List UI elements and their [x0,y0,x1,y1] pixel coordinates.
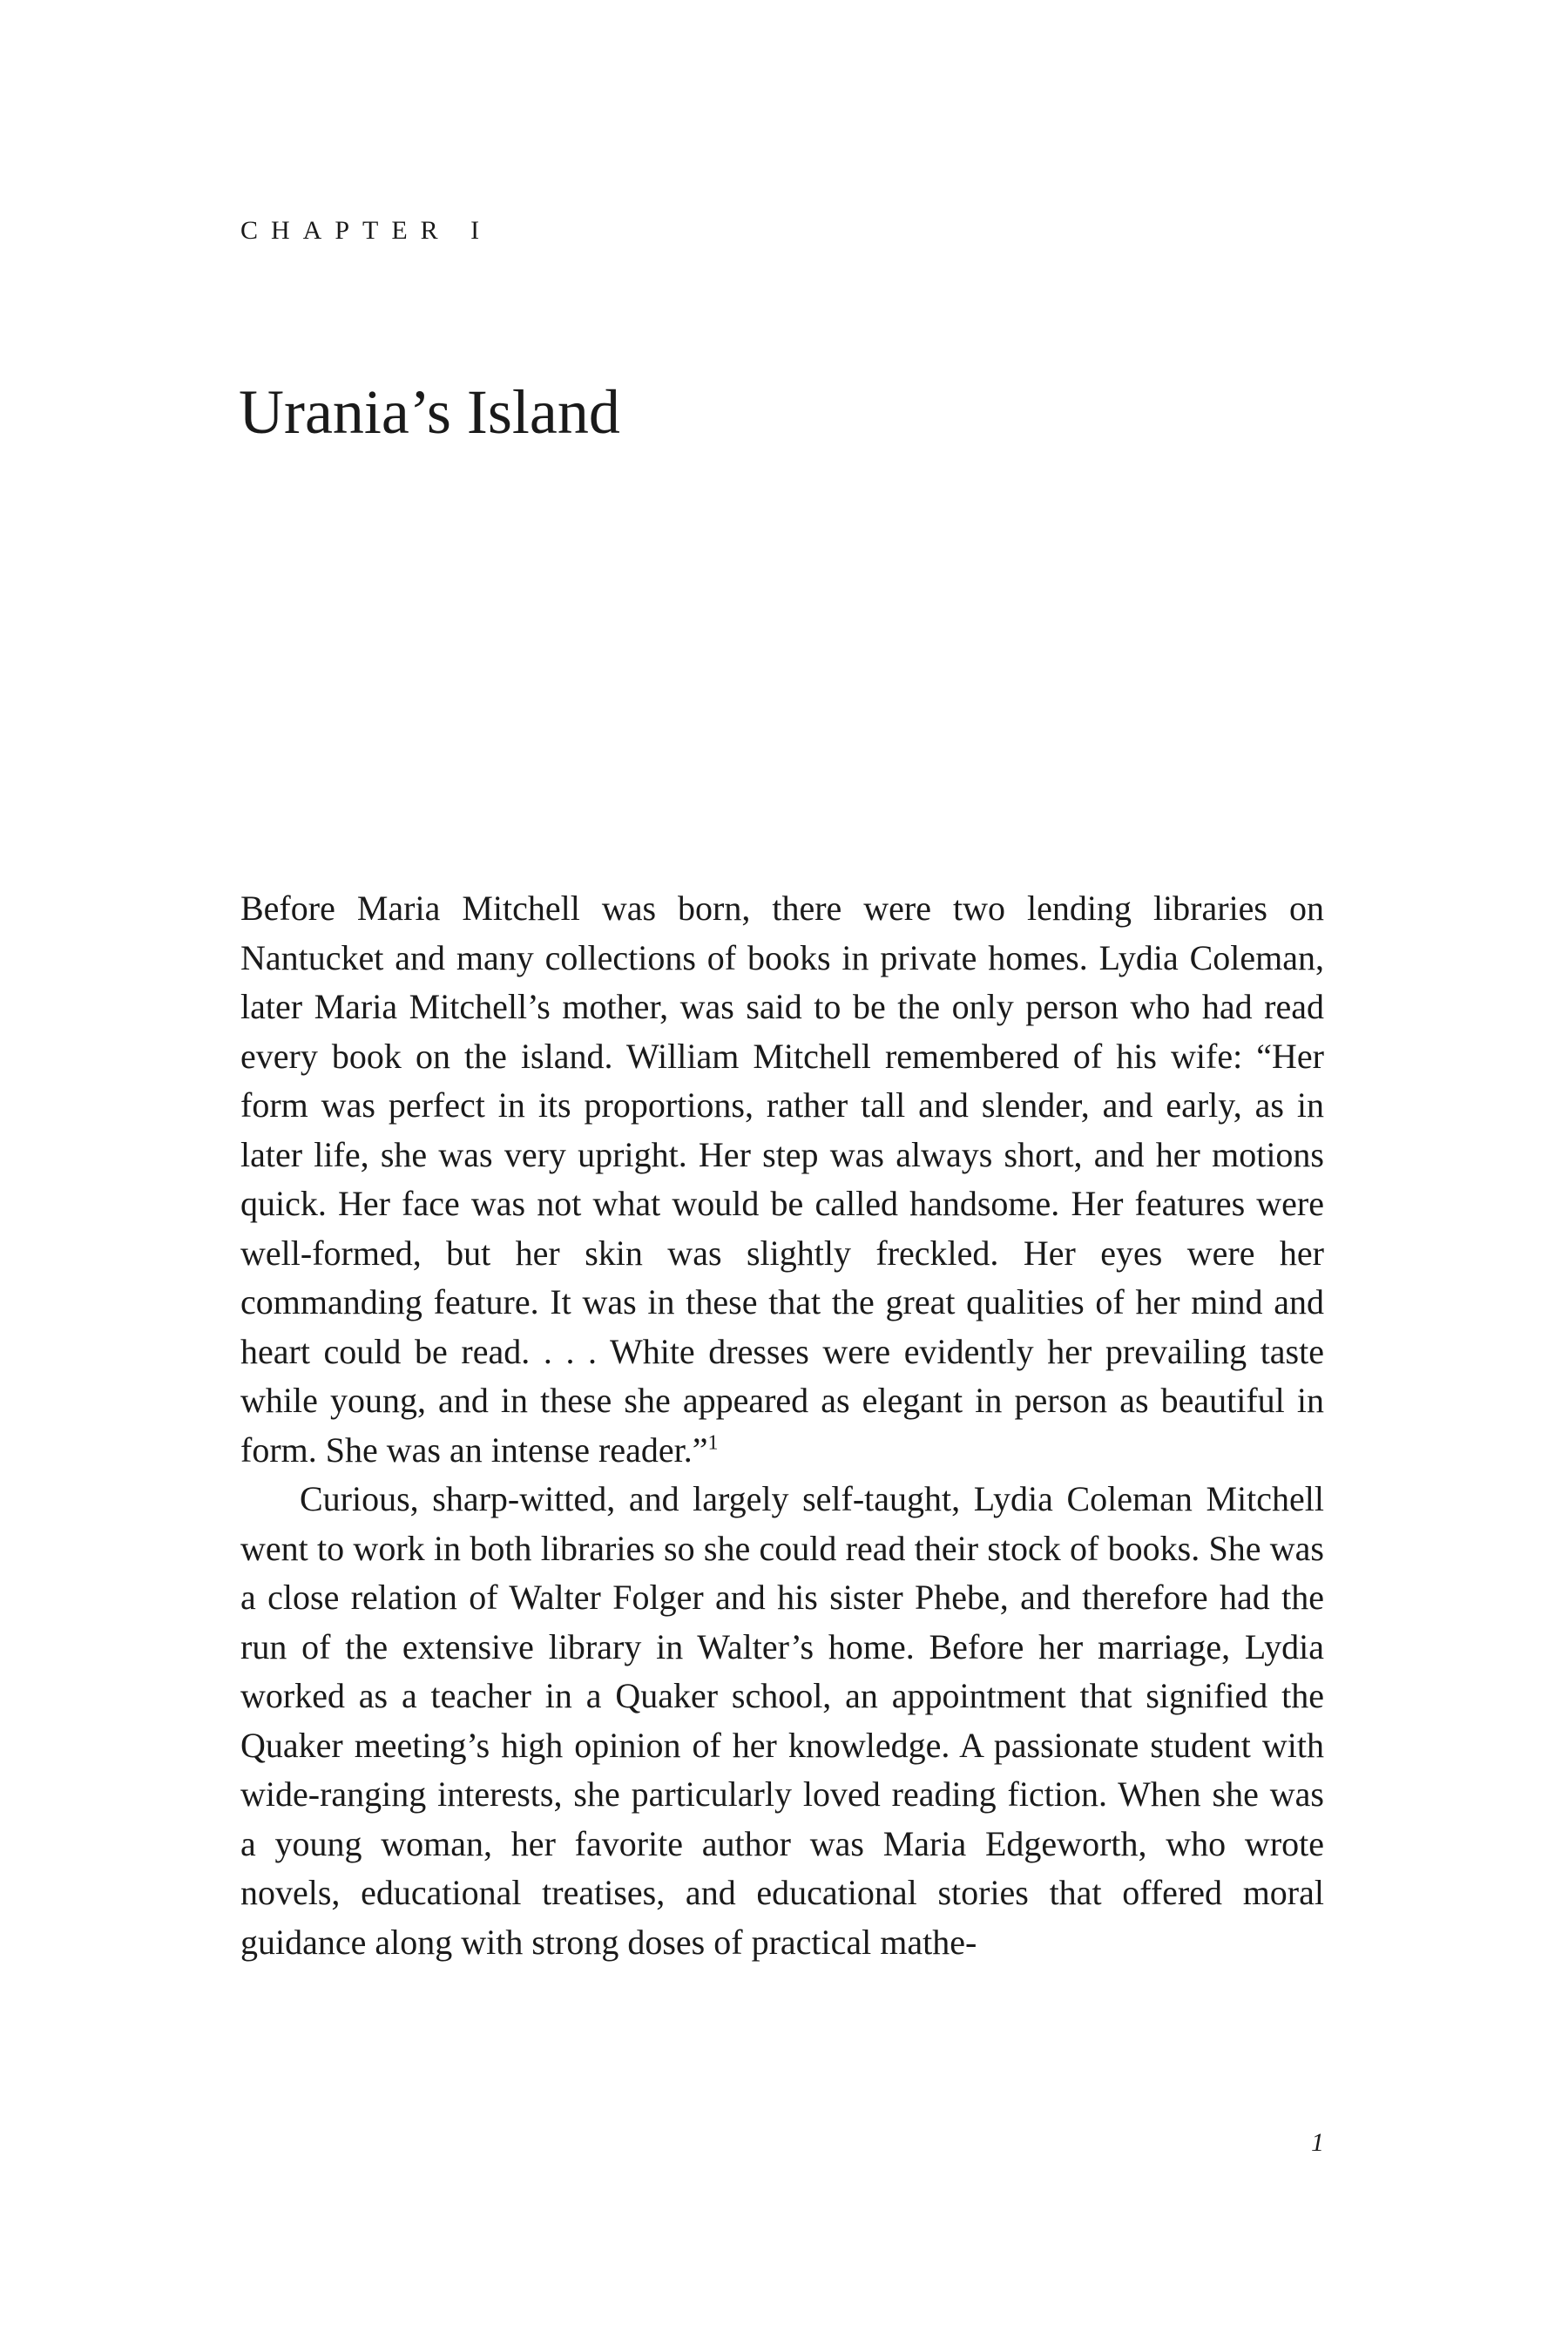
chapter-title: Urania’s Island [239,377,620,447]
paragraph [240,1475,1324,1967]
paragraph-text: Curious, sharp-witted, and largely self-taught, Lydia Coleman Mitchell went to work in both libraries so she could read their stock of books. She was a close relation of Walter Folger and his sister Phebe, and therefore had the run of the extensive library in Walter’s home. Before her marriage, Lydia worked as a teacher in a Quaker school, an appointment that signified the Quaker meeting’s high opinion of her knowledge. A passionate student with wide-ranging interests, she particularly loved reading fiction. When she was a young woman, her favorite author was Maria Edgeworth, who wrote novels, educational treatises, and educational stories that offered moral guidance along with strong doses of practical mathe- [240,1479,1324,1962]
chapter-label: CHAPTER I [240,216,493,245]
footnote-reference: 1 [707,1431,719,1455]
paragraph-text: Before Maria Mitchell was born, there were two lending libraries on Nantucket and many collections of books in private homes. Lydia Coleman, later Maria Mitchell’s mother, was said to be the only person who had read every book on the island. William Mitchell remembered of his wife: “Her form was perfect in its proportions, rather tall and slender, and early, as in later life, she was very upright. Her step was always short, and her motions quick. Her face was not what would be called handsome. Her features were well-formed, but her skin was slightly freckled. Her eyes were her commanding feature. It was in these that the great qualities of her mind and heart could be read. . . . White dresses were evidently her prevailing taste while young, and in these she appeared as elegant in person as beautiful in form. She was an intense reader.” [240,889,1324,1470]
paragraph [240,884,1324,1475]
body-text [240,884,1324,1967]
page-number: 1 [1311,2128,1324,2157]
